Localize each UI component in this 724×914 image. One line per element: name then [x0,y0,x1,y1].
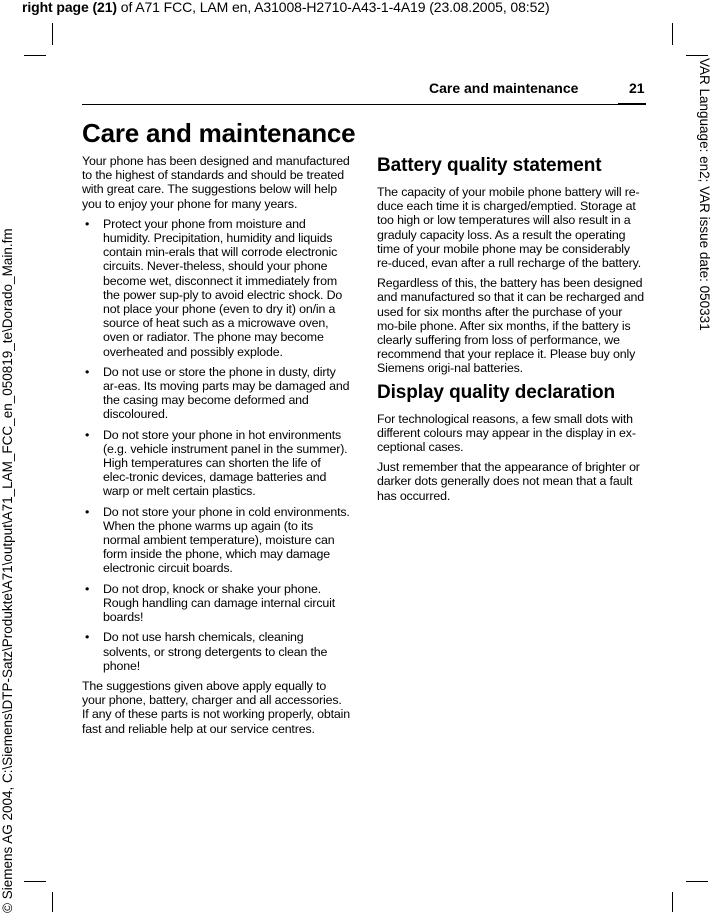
list-item [82,505,350,576]
copyright-path-note: © Siemens AG 2004, C:\Siemens\DTP-Satz\Produkte\A71\output\A71_LAM_FCC_en_050819_te\Dorado_Main.fm [0,228,15,913]
battery-paragraph: The capacity of your mobile phone battery will re-duce each time it is charged/emptied. Storage at too high or low temperatures will also result in a gradulу capacity loss. As a result the operating time of your mobile phone may be considerably re-duced, evan after a rull recharge of the battery. [377,185,642,271]
list-item-text: Do not store your phone in cold environments. When the phone warms up again (to its normal ambient temperature), moisture can form inside the phone, which may damage electronic circuit boards. [103,504,350,576]
display-paragraph: For technological reasons, a few small dots with different colours may appear in the display in ex-ceptional cases. [377,411,636,455]
list-item [82,217,350,359]
crop-mark [686,881,708,882]
display-heading: Display quality declaration [377,381,616,403]
crop-mark [24,881,46,882]
right-column [377,155,645,509]
crop-mark [52,23,53,45]
list-item-text: Do not use harsh chemicals, cleaning solvents, or strong detergents to clean the phone! [103,630,328,673]
bullet-icon: • [85,216,90,231]
bullet-icon: • [85,504,90,519]
bullet-icon: • [85,427,90,442]
bullet-icon: • [85,630,90,645]
crop-mark [52,892,53,912]
page-number: 21 [629,80,645,96]
list-item-text: Do not store your phone in hot environments (e.g. vehicle instrument panel in the summer). High temperatures can shorten the life of elec-tronic devices, damage batteries and warp or melt certain plastics. [103,427,348,499]
page-number-rule [618,103,646,105]
care-bullet-list [82,217,350,673]
bullet-icon: • [85,364,90,379]
list-item-text: Protect your phone from moisture and humidity. Precipitation, humidity and liquids contain min-erals that will corrode electronic circuits. Never-theless, should your phone become wet, disconnect it immediately from the power sup-ply to avoid electric shock. Do not place your phone (even to dry it) on/in a source of heat such as a microwave oven, oven or radiator. The phone may become overheated and possibly explode. [103,216,343,359]
bullet-icon: • [85,581,90,596]
list-item-text: Do not use or store the phone in dusty, dirty ar-eas. Its moving parts may be damaged and the casing may become deformed and discoloured. [103,364,350,422]
outro-paragraph: The suggestions given above apply equally to your phone, battery, charger and all accessories. If any of these parts is not working properly, obtain fast and reliable help at our service centres. [82,678,351,736]
left-column [82,154,350,742]
list-item [82,582,350,625]
list-item [82,630,350,673]
running-head-title: Care and maintenance [429,80,579,96]
crop-mark [24,55,46,56]
crop-mark [672,892,673,912]
battery-heading: Battery quality statement [377,155,602,176]
list-item-text: Do not drop, knock or shake your phone. Rough handling can damage internal circuit boards! [103,581,336,625]
crop-mark [686,55,708,56]
crop-mark [672,23,673,45]
list-item [82,365,350,422]
page-title: Care and maintenance [82,118,356,148]
header-rule [82,104,618,105]
display-paragraph: Just remember that the appearance of brighter or darker dots generally does not mean that a fault has occurred. [377,460,640,503]
file-header-info: of A71 FCC, LAM en, A31008-H2710-A43-1-4A19 (23.08.2005, 08:52) [116,0,550,15]
file-header-label: right page (21) [22,0,117,15]
battery-paragraph: Regardless of this, the battery has been designed and manufactured so that it can be recharged and used for six months after the purchase of your mo-bile phone. After six months, if the battery is clearly suffering from loss of performance, we recommend that your replace it. Please buy only Siemens origi-nal batteries. [377,276,644,376]
intro-paragraph: Your phone has been designed and manufactured to the highest of standards and should be treated with great care. The suggestions below will help you to enjoy your phone for many years. [82,154,350,211]
list-item [82,428,350,499]
file-header [22,0,550,15]
var-language-note: VAR Language: en2; VAR issue date: 050331 [697,58,712,331]
